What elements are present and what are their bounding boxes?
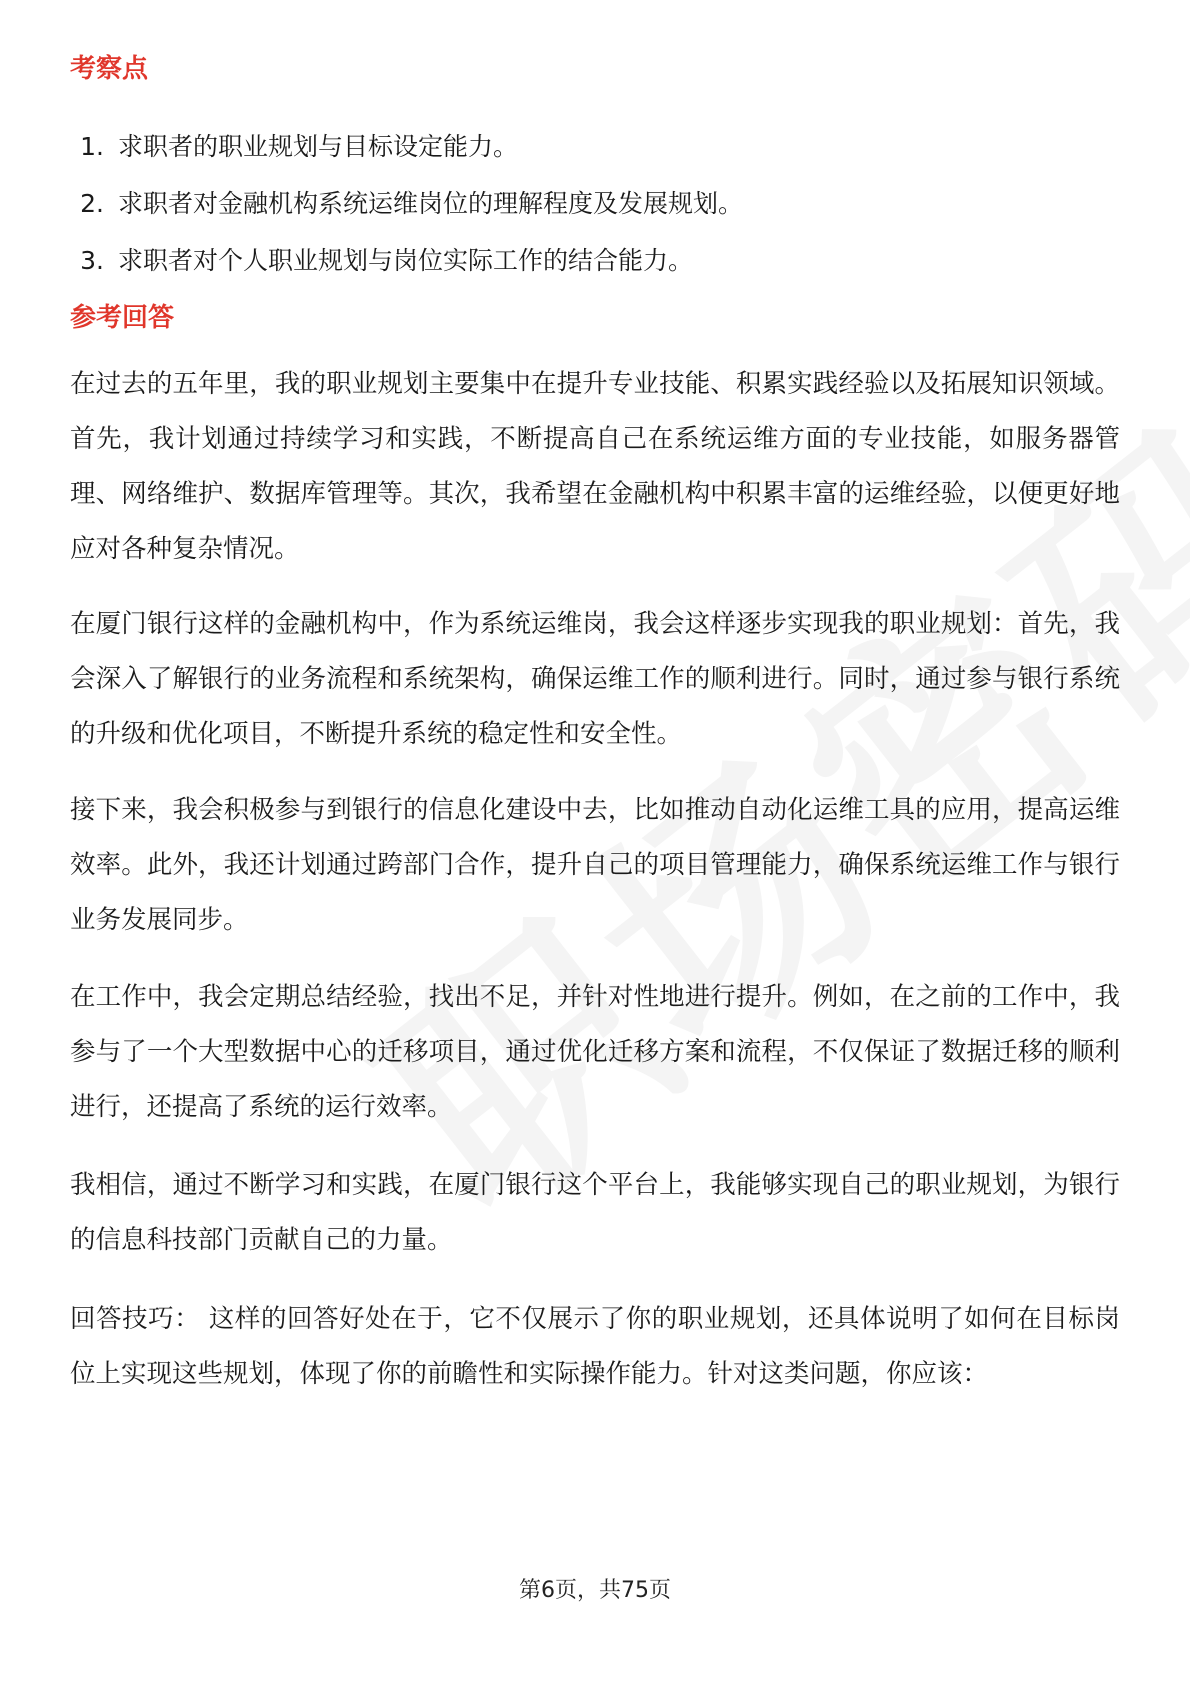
page-number: 第6页，共75页 bbox=[519, 1578, 671, 1603]
exam-points-list bbox=[70, 118, 743, 289]
list-item bbox=[70, 232, 743, 289]
answer-paragraph: 在厦门银行这样的金融机构中，作为系统运维岗，我会这样逐步实现我的职业规划：首先，我会深入了解银行的业务流程和系统架构，确保运维工作的顺利进行。同时，通过参与银行系统的升级和优化项目，不断提升系统的稳定性和安全性。 bbox=[70, 609, 1120, 749]
list-item-text: 求职者的职业规划与目标设定能力。 bbox=[118, 132, 519, 161]
list-item-text: 求职者对金融机构系统运维岗位的理解程度及发展规划。 bbox=[118, 189, 744, 218]
answer-paragraph: 在工作中，我会定期总结经验，找出不足，并针对性地进行提升。例如，在之前的工作中，我参与了一个大型数据中心的迁移项目，通过优化迁移方案和流程，不仅保证了数据迁移的顺利进行，还提高了系统的运行效率。 bbox=[70, 982, 1120, 1122]
list-item bbox=[70, 118, 743, 175]
section-title-reference-answer: 参考回答 bbox=[70, 303, 175, 333]
answer-paragraph: 在过去的五年里，我的职业规划主要集中在提升专业技能、积累实践经验以及拓展知识领域。首先，我计划通过持续学习和实践，不断提高自己在系统运维方面的专业技能，如服务器管理、网络维护、数据库管理等。其次，我希望在金融机构中积累丰富的运维经验，以便更好地应对各种复杂情况。 bbox=[70, 369, 1120, 564]
list-item-number: 1. bbox=[80, 132, 104, 161]
answer-tips-paragraph: 回答技巧： 这样的回答好处在于，它不仅展示了你的职业规划，还具体说明了如何在目标岗位上实现这些规划，体现了你的前瞻性和实际操作能力。针对这类问题，你应该： bbox=[70, 1304, 1120, 1389]
answer-paragraph: 我相信，通过不断学习和实践，在厦门银行这个平台上，我能够实现自己的职业规划，为银行的信息科技部门贡献自己的力量。 bbox=[70, 1170, 1120, 1255]
list-item bbox=[70, 175, 743, 232]
list-item-number: 3. bbox=[80, 246, 104, 275]
answer-paragraph: 接下来，我会积极参与到银行的信息化建设中去，比如推动自动化运维工具的应用，提高运维效率。此外，我还计划通过跨部门合作，提升自己的项目管理能力，确保系统运维工作与银行业务发展同步。 bbox=[70, 795, 1120, 935]
section-title-exam-points: 考察点 bbox=[70, 54, 149, 84]
list-item-text: 求职者对个人职业规划与岗位实际工作的结合能力。 bbox=[118, 246, 694, 275]
list-item-number: 2. bbox=[80, 189, 104, 218]
